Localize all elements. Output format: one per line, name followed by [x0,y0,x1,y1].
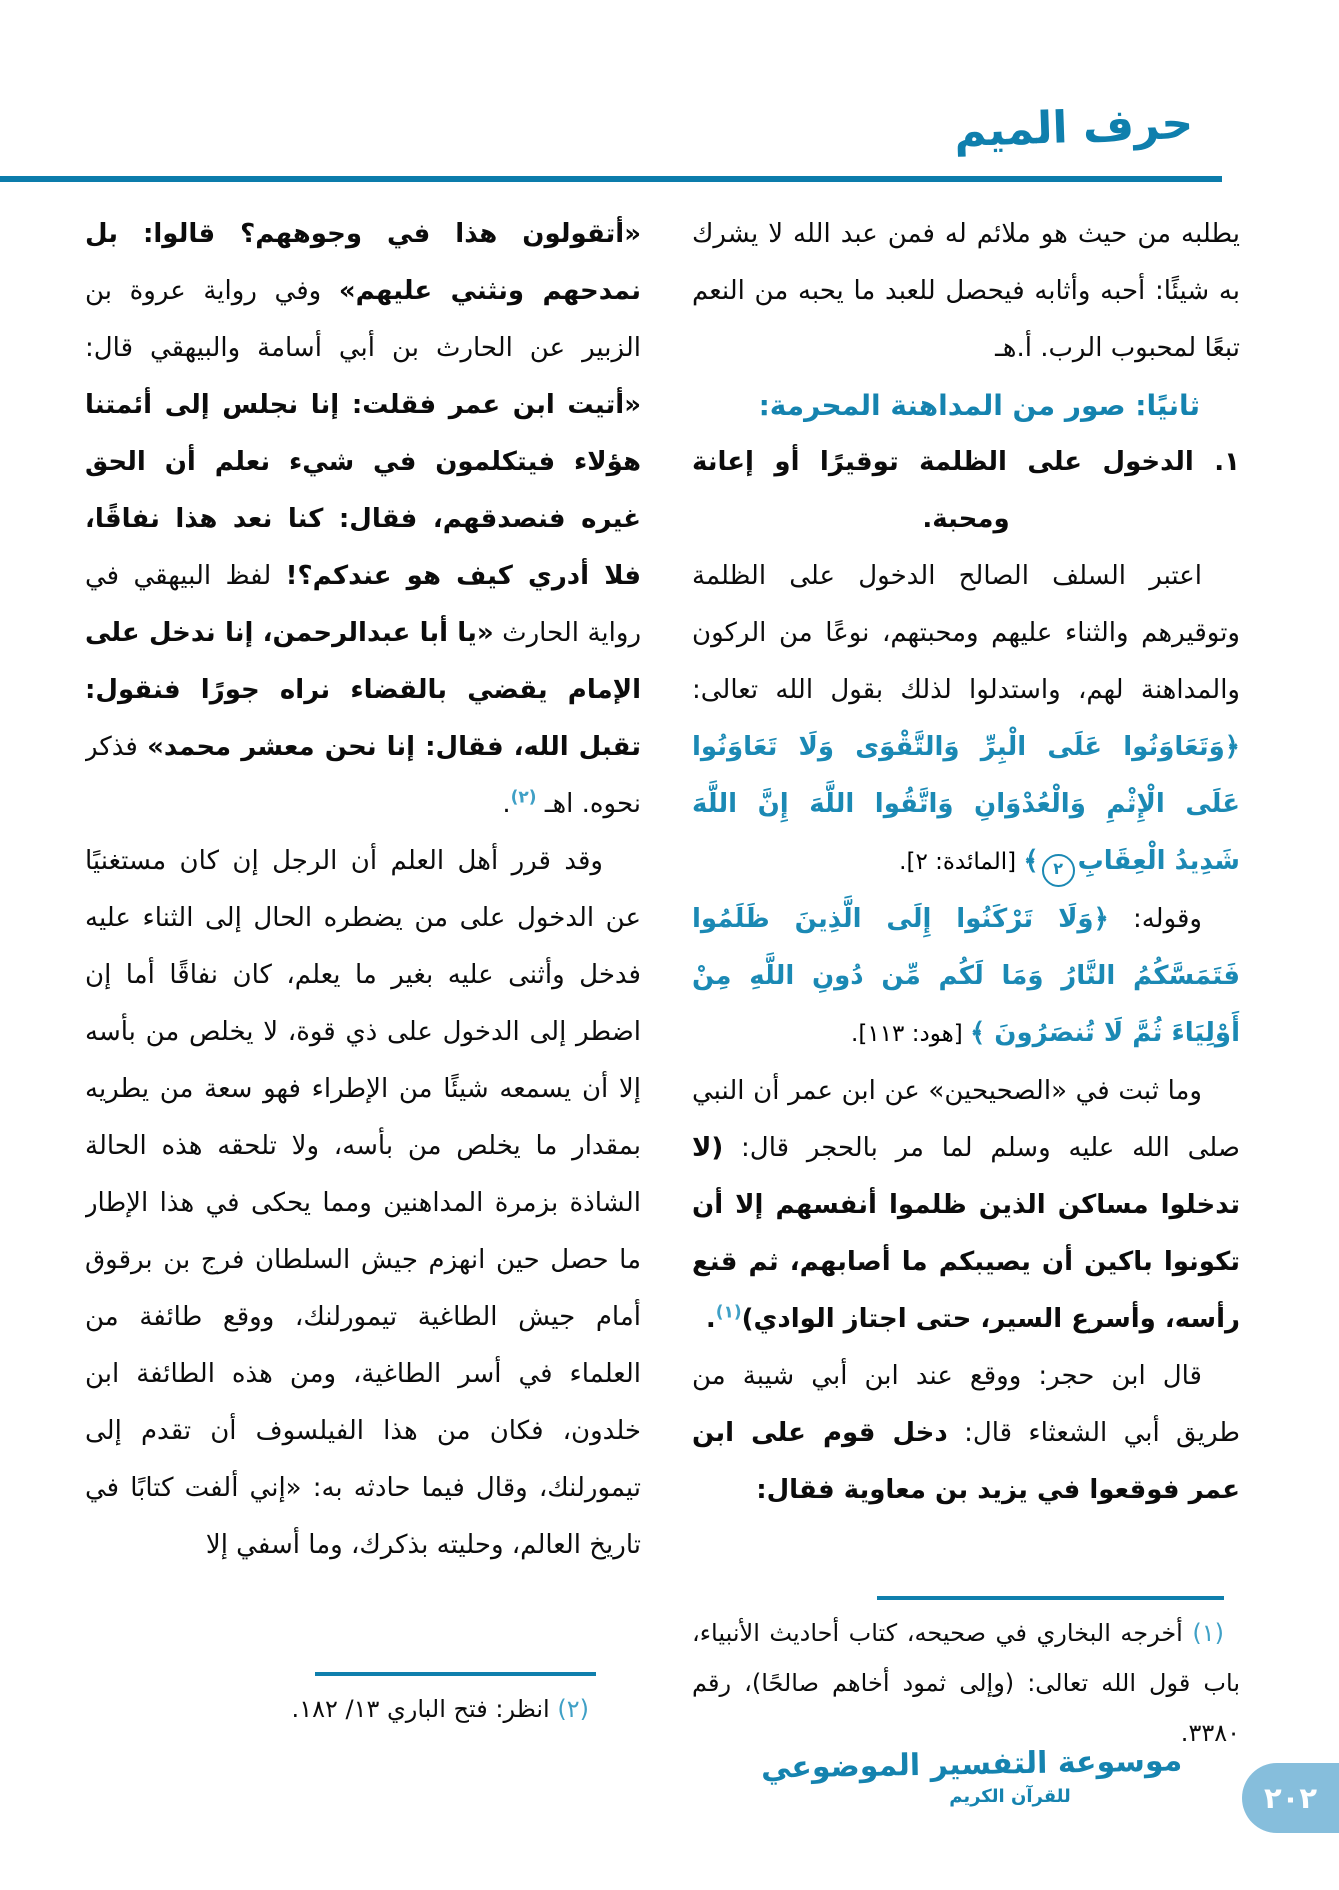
publisher-logo-subtitle: للقرآن الكريم [949,1786,1071,1807]
footnote-2-text: انظر: فتح الباري ١٣/ ١٨٢. [291,1695,558,1723]
paragraph-text: وفي رواية عروة بن الزبير عن الحارث بن أبي أسامة والبيهقي قال: [85,276,641,363]
verse-reference-maidah: [المائدة: ٢]. [899,849,1024,875]
footnote-1-text: أخرجه البخاري في صحيحه، كتاب أحاديث الأنبياء، باب قول الله تعالى: (وإلى ثمود أخاهم صالحًا)، رقم ٣٣٨٠. [692,1619,1240,1747]
heading-item-1: ١. الدخول على الظلمة توقيرًا أو إعانة ومحبة. [692,447,1240,534]
paragraph-hadith [692,1063,1240,1348]
quran-verse-maidah: ﴿وَتَعَاوَنُوا عَلَى الْبِرِّ وَالتَّقْوَى وَلَا تَعَاوَنُوا عَلَى الْإِثْمِ وَالْعُدْوَانِ وَاتَّقُوا اللَّهَ إِنَّ اللَّهَ شَدِيدُ الْعِقَابِ [692,732,1240,876]
paragraph-text: وقد قرر أهل العلم أن الرجل إن كان مستغنيًا عن الدخول على من يضطره الحال إلى الثناء عليه فدخل وأثنى عليه بغير ما يعلم، كان نفاقًا أما إن اضطر إلى الدخول على ذي قوة، لا يخلص من بأسه إلا أن يسمعه شيئًا من الإطراء فهو سعة من يطريه بمقدار ما يخلص من بأسه، ولا تلحقه هذه الحالة الشاذة بزمرة المداهنين ومما يحكى في هذا الإطار ما حصل حين انهزم جيش السلطان فرج بن برقوق أمام جيش الطاغية تيمورلنك، ووقع طائفة من العلماء في أسر الطاغية، ومن هذه الطائفة ابن خلدون، فكان من هذا الفيلسوف أن تقدم إلى تيمورلنك، وقال فيما حادثه به: «إني ألفت كتابًا في تاريخ العالم، وحليته بذكرك، وما أسفي إلا [85,846,641,1560]
footnote-block-right [692,1596,1240,1758]
publisher-logo-title: موسوعة التفسير الموضوعي [760,1743,1183,1786]
paragraph-narrations [85,206,641,833]
paragraph-with-verse-2 [692,891,1240,1063]
ayah-number-ornament: ٢ [1042,854,1075,887]
hadith-text: (لا تدخلوا مساكن الذين ظلموا أنفسهم إلا أن تكونوا باكين أن يصيبكم ما أصابهم، ثم قنع رأسه، وأسرع السير، حتى اجتاز الوادي) [692,1133,1240,1334]
paragraph-text: وقوله: [1108,904,1202,934]
footnote-divider-line [877,1596,1224,1600]
footnote-1-marker: (١) [1192,1619,1224,1647]
paragraph-text: لفظ البيهقي في رواية الحارث [85,561,641,648]
footnote-marker-1-inline: (١) [715,1302,742,1323]
heading-secondly: ثانيًا: صور من المداهنة المحرمة: [758,389,1200,422]
publisher-logo [760,1743,1183,1807]
quote-text: «أتقولون هذا في وجوههم؟ قالوا: بل نمدحهم ونثني عليهم» [85,219,641,306]
footnote-2-marker: (٢) [557,1695,589,1723]
paragraph-text: فذكر نحوه. اهـ [85,732,641,819]
quote-text: دخل قوم على ابن عمر فوقعوا في يزيد بن معاوية فقال: [692,1418,1240,1505]
footnote-marker-2-inline: (٢) [510,787,537,808]
verse-reference-hud: [هود: ١١٣]. [851,1021,971,1047]
paragraph-scholars-ruling [85,833,641,1574]
footnote-block-left [85,1672,641,1734]
header-divider-line [0,176,1222,182]
left-column [85,206,641,1684]
paragraph-text: وما ثبت في «الصحيحين» عن ابن عمر أن النبي صلى الله عليه وسلم لما مر بالحجر قال: [692,1076,1240,1163]
sentence-period: . [502,789,511,819]
footnote-2 [85,1684,641,1734]
paragraph-text: يطلبه من حيث هو ملائم له فمن عبد الله لا يشرك به شيئًا: أحبه وأثابه فيحصل للعبد ما يحبه من النعم تبعًا لمحبوب الرب. أ.هـ [692,219,1240,363]
quran-verse-hud: ﴿وَلَا تَرْكَنُوا إِلَى الَّذِينَ ظَلَمُوا فَتَمَسَّكُمُ النَّارُ وَمَا لَكُم مِّن دُونِ اللَّهِ مِنْ أَوْلِيَاءَ ثُمَّ لَا تُنصَرُونَ ﴾ [692,904,1240,1048]
right-column [692,206,1240,1598]
page-number-badge [1242,1763,1339,1833]
quote-text: «أتيت ابن عمر فقلت: إنا نجلس إلى أئمتنا هؤلاء فيتكلمون في شيء نعلم أن الحق غيره فنصدقهم، فقال: كنا نعد هذا نفاقًا، فلا أدري كيف هو عندكم؟! [85,390,641,591]
quote-text: «يا أبا عبدالرحمن، إنا ندخل على الإمام يقضي بالقضاء نراه جورًا فنقول: تقبل الله، فقال: إنا نحن معشر محمد» [85,618,641,762]
paragraph-ibn-hajar [692,1348,1240,1519]
paragraph-with-verse-1 [692,548,1240,891]
sentence-period: . [705,1304,716,1334]
paragraph-continuation [692,206,1240,377]
section-letter-title: حرف الميم [953,97,1194,158]
paragraph-text: اعتبر السلف الصالح الدخول على الظلمة وتوقيرهم والثناء عليهم ومحبتهم، نوعًا من الركون والمداهنة لهم، واستدلوا لذلك بقول الله تعالى: [692,561,1240,705]
footnote-divider-line [315,1672,596,1676]
footnote-1 [692,1608,1240,1758]
verse-closing-bracket: ﴾ [1023,846,1039,876]
paragraph-text: قال ابن حجر: ووقع عند ابن أبي شيبة من طريق أبي الشعثاء قال: [692,1361,1240,1448]
page-number: ٢٠٢ [1263,1781,1318,1815]
